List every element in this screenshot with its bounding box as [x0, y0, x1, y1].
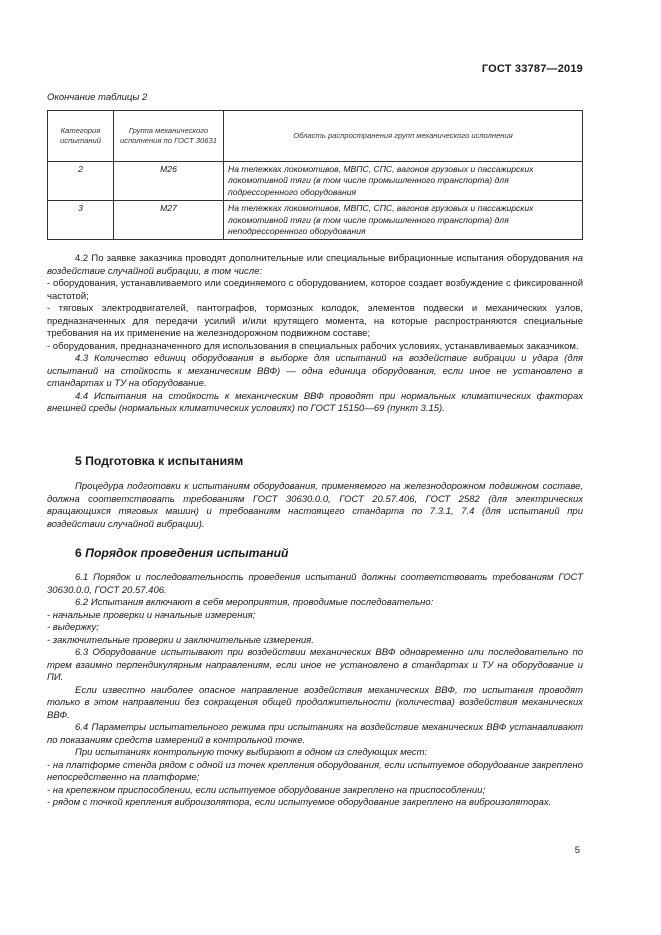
section-number: 5 — [75, 454, 82, 468]
section-5-heading — [75, 454, 243, 468]
paragraph: 6.3 Оборудование испытывают при воздействии механических ВВФ одновременно или последовательно по трем взаимно перпендикулярным направлениям, если иное не установлено в стандартах и ТУ на оборудование и ПИ. — [47, 647, 583, 683]
list-item: - заключительные проверки и заключительные измерения. — [47, 634, 314, 646]
mechanical-groups-table — [47, 110, 583, 240]
paragraph: Процедура подготовки к испытаниям оборудования, применяемого на железнодорожном подвижном составе, должна соответствовать требованиям ГОСТ 30630.0.0, ГОСТ 20.57.406, ГОСТ 2582 (для электрических вращающихся тяговых машин) и требованиям настоящего стандарта по 7.3.1, 7.4 (для испытаний при воздействии случайной вибрации). — [47, 481, 583, 530]
section-title: Порядок проведения испытаний — [85, 546, 289, 560]
table-row — [48, 201, 583, 240]
list-item: - на платформе стенда рядом с одной из точек крепления оборудования, если испытуемое оборудование закреплено непосредственно на платформе; — [47, 759, 583, 783]
list-item: - рядом с точкой крепления виброизолятора, если испытуемое оборудование закреплено на виброизоляторах. — [47, 797, 552, 808]
paragraph-text: 4.2 По заявке заказчика проводят дополнительные или специальные вибрационные испытания оборудования — [75, 253, 570, 264]
list-item: - на крепежном приспособлении, если испытуемое оборудование закреплено на приспособлении; — [47, 784, 486, 796]
paragraph: 6.1 Порядок и последовательность проведения испытаний должны соответствовать требованиям ГОСТ 30630.0.0, ГОСТ 20.57.406. — [47, 572, 583, 596]
section-6-body — [47, 572, 583, 810]
paragraph: 6.2 Испытания включают в себя мероприятия, проводимые последовательно: — [75, 597, 434, 608]
paragraph: 6.4 Параметры испытательного режима при испытаниях на воздействие механических ВВФ устанавливают по показаниям средств измерений в контрольной точке. — [47, 722, 583, 746]
cell-scope: На тележках локомотивов, МВПС, СПС, вагонов грузовых и пассажирских локомотивной тяги (в том числе промышленного транспорта) для неподрессоренного оборудования — [224, 201, 583, 240]
list-item: - тяговых электродвигателей, пантографов, тормозных колодок, элементов подвески и механических узлов, предназначенных для передачи усилий и/или крутящего момента, на которые распространяются специальные требования на их применение на железнодорожном подвижном составе; — [47, 303, 583, 339]
paragraph: Если известно наиболее опасное направление воздействия механических ВВФ, то испытания проводят только в этом направлении без сокращения общей продолжительности (количества) воздействия механических ВВФ. — [47, 684, 583, 721]
table-caption: Окончание таблицы 2 — [47, 92, 148, 103]
section-6-heading — [75, 546, 289, 560]
cell-category: 3 — [48, 201, 114, 240]
table-row — [48, 162, 583, 201]
section-number: 6 — [75, 546, 82, 560]
cell-group: М27 — [114, 201, 224, 240]
list-item: - начальные проверки и начальные измерения; — [47, 609, 256, 621]
paragraph — [47, 253, 583, 278]
clause-4-continuation — [47, 253, 583, 416]
cell-group: М26 — [114, 162, 224, 201]
page-number: 5 — [574, 845, 580, 856]
document-code: ГОСТ 33787—2019 — [481, 63, 583, 75]
section-title: Подготовка к испытаниям — [85, 454, 244, 468]
list-item: - оборудования, устанавливаемого или соединяемого с оборудованием, которое создает возбуждение с фиксированной частотой; — [47, 278, 583, 302]
column-header-category: Категория испытаний — [48, 111, 114, 162]
table-header-row — [48, 111, 583, 162]
column-header-group: Группа механического исполнения по ГОСТ 30631 — [114, 111, 224, 162]
cell-category: 2 — [48, 162, 114, 201]
paragraph: При испытаниях контрольную точку выбирают в одном из следующих мест: — [75, 747, 428, 758]
cell-scope: На тележках локомотивов, МВПС, СПС, вагонов грузовых и пассажирских локомотивной тяги (в том числе промышленного транспорта) для подрессоренного оборудования — [224, 162, 583, 201]
list-item: - выдержку; — [47, 622, 99, 633]
section-5-body — [47, 481, 583, 531]
list-item: - оборудования, предназначенного для использования в специальных рабочих условиях, устанавливаемых заказчиком. — [47, 340, 579, 352]
paragraph: 4.4 Испытания на стойкость к механическим ВВФ проводят при нормальных климатических факторах внешней среды (нормальных климатических условиях) по ГОСТ 15150—69 (пункт 3.15). — [47, 390, 583, 414]
paragraph: 4.3 Количество единиц оборудования в выборке для испытаний на воздействие вибрации и удара (для испытаний на стойкость к механическим ВВФ) — одна единица оборудования, если иное не установлено в стандартах и ТУ на оборудование. — [47, 353, 583, 389]
column-header-scope: Область распространения групп механического исполнения — [224, 111, 583, 162]
paragraph-italic-text: на воздействие случайной вибрации, в том числе: — [47, 253, 583, 277]
